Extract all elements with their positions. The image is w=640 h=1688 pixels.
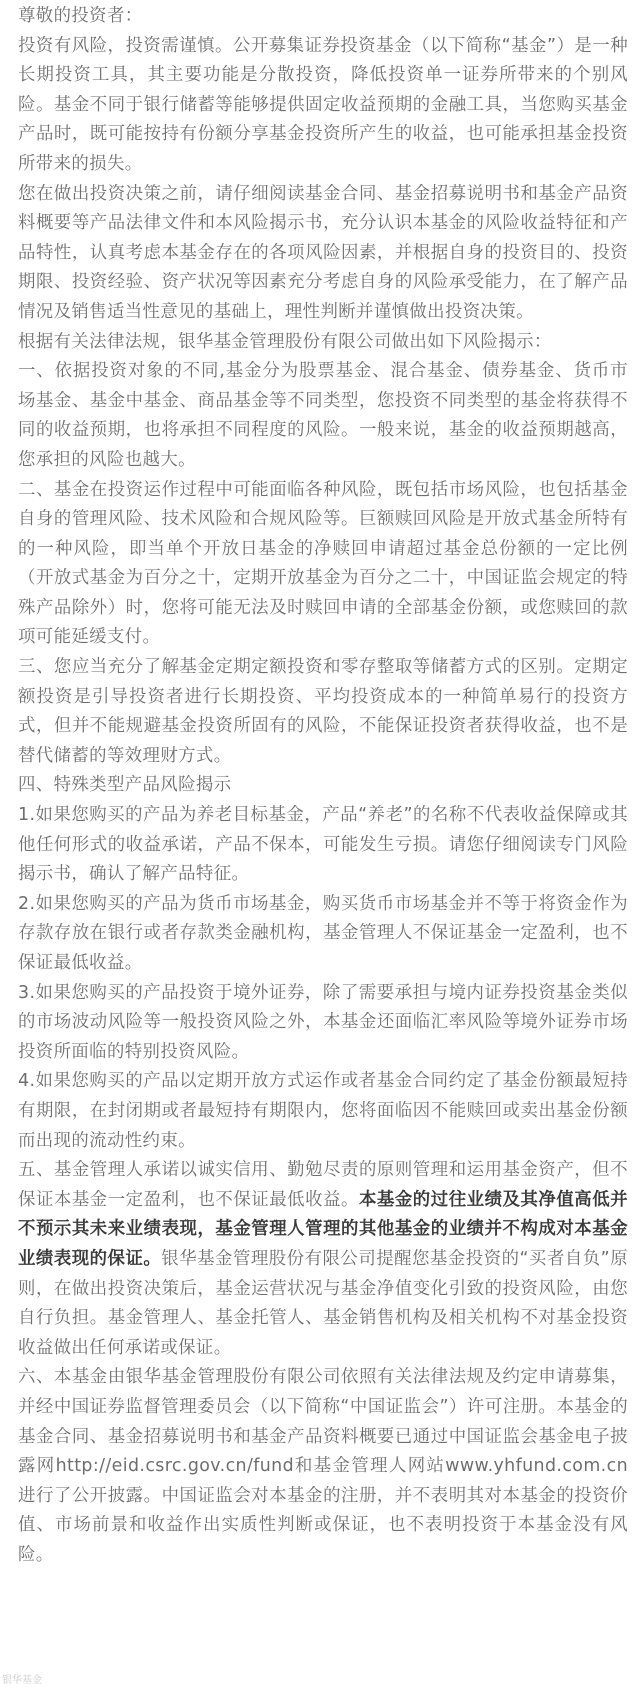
section-4-item-1: 1.如果您购买的产品为养老目标基金，产品“养老”的名称不代表收益保障或其他任何形式的收益承诺，产品不保本，可能发生亏损。请您仔细阅读专门风险揭示书，确认了解产品特征。 — [18, 805, 628, 885]
section-1: 一、依据投资对象的不同,基金分为股票基金、混合基金、债券基金、货币市场基金、基金中基金、商品基金等不同类型，您投资不同类型的基金将获得不同的收益预期，也将承担不同程度的风险。一般来说，基金的收益预期越高，您承担的风险也越大。 — [18, 361, 628, 470]
section-5 — [18, 1156, 628, 1363]
section-5-text-b: 银华基金管理股份有限公司提醒您基金投资的“买者自负”原则，在做出投资决策后，基金运营状况与基金净值变化引致的投资风险，由您自行负担。基金管理人、基金托管人、基金销售机构及相关机构不对基金投资收益做出任何承诺或保证。 — [18, 1248, 629, 1358]
section-2: 二、基金在投资运作过程中可能面临各种风险，既包括市场风险，也包括基金自身的管理风险、技术风险和合规风险等。巨额赎回风险是开放式基金所特有的一种风险，即当单个开放日基金的净赎回申请超过基金总份额的一定比例（开放式基金为百分之十，定期开放基金为百分之二十，中国证监会规定的特殊产品除外）时，您将可能无法及时赎回申请的全部基金份额，或您赎回的款项可能延缓支付。 — [18, 479, 628, 648]
paragraph-decision: 您在做出投资决策之前，请仔细阅读基金合同、基金招募说明书和基金产品资料概要等产品法律文件和本风险揭示书，充分认识本基金的风险收益特征和产品特性，认真考虑本基金存在的各项风险因素，并根据自身的投资目的、投资期限、投资经验、资产状况等因素充分考虑自身的风险承受能力，在了解产品情况及销售适当性意见的基础上，理性判断并谨慎做出投资决策。 — [18, 183, 628, 322]
section-4-item-2: 2.如果您购买的产品为货币市场基金，购买货币市场基金并不等于将资金作为存款存放在银行或者存款类金融机构，基金管理人不保证基金一定盈利，也不保证最低收益。 — [18, 893, 628, 973]
section-3: 三、您应当充分了解基金定期定额投资和零存整取等储蓄方式的区别。定期定额投资是引导投资者进行长期投资、平均投资成本的一种简单易行的投资方式，但并不能规避基金投资所固有的风险，不能保证投资者获得收益，也不是替代储蓄的等效理财方式。 — [18, 657, 628, 766]
section-5-bold-statement: 本基金的过往业绩及其净值高低并不预示其未来业绩表现，基金管理人管理的其他基金的业绩并不构成对本基金业绩表现的保证。 — [18, 1189, 628, 1269]
greeting: 尊敬的投资者： — [18, 6, 143, 26]
section-4-title: 四、特殊类型产品风险揭示 — [18, 775, 232, 796]
watermark: 银华基金 — [2, 1675, 42, 1686]
section-4-item-3: 3.如果您购买的产品投资于境外证券，除了需要承担与境内证券投资基金类似的市场波动风险等一般投资风险之外，本基金还面临汇率风险等境外证券市场投资所面临的特别投资风险。 — [18, 982, 628, 1062]
section-5-text-a: 五、基金管理人承诺以诚实信用、勤勉尽责的原则管理和运用基金资产，但不保证本基金一定盈利，也不保证最低收益。 — [18, 1160, 628, 1210]
section-4-item-4: 4.如果您购买的产品以定期开放方式运作或者基金合同约定了基金份额最短持有期限，在封闭期或者最短持有期限内，您将面临因不能赎回或卖出基金份额而出现的流动性约束。 — [18, 1071, 628, 1151]
section-6: 六、本基金由银华基金管理股份有限公司依照有关法律法规及约定申请募集，并经中国证券监督管理委员会（以下简称“中国证监会”）许可注册。本基金的基金合同、基金招募说明书和基金产品资料概要已通过中国证监会基金电子披露网http://eid.csrc.gov.cn/fund和基金管理人网站www.yhfund.com.cn进行了公开披露。中国证监会对本基金的注册，并不表明其对本基金的投资价值、市场前景和收益作出实质性判断或保证，也不表明投资于本基金没有风险。 — [18, 1367, 628, 1565]
paragraph-intro: 投资有风险，投资需谨慎。公开募集证券投资基金（以下简称“基金”）是一种长期投资工具，其主要功能是分散投资，降低投资单一证券所带来的个别风险。基金不同于银行储蓄等能够提供固定收益预期的金融工具，当您购买基金产品时，既可能按持有份额分享基金投资所产生的收益，也可能承担基金投资所带来的损失。 — [18, 35, 628, 174]
paragraph-disclosure-lead: 根据有关法律法规，银华基金管理股份有限公司做出如下风险揭示： — [18, 331, 552, 352]
